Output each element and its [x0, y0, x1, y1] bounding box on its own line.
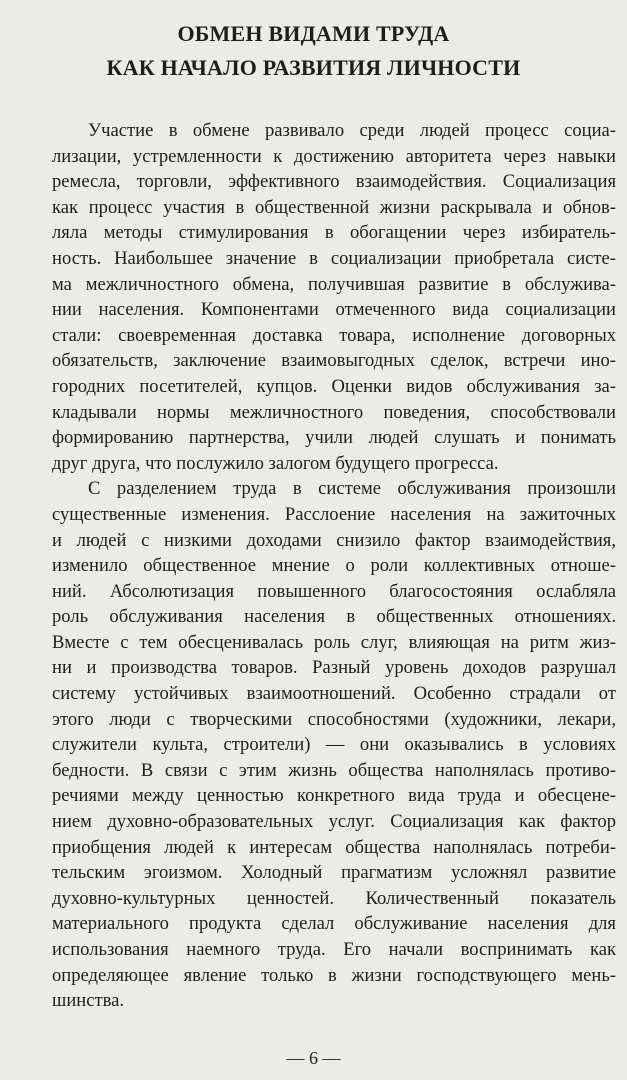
chapter-title-line-1: ОБМЕН ВИДАМИ ТРУДА: [177, 21, 450, 46]
text-line: нии населения. Компонентами отмеченного вида социализации: [52, 299, 616, 321]
text-line: ляла методы стимулирования в обогащении через избиратель-: [52, 222, 616, 244]
text-line: этого люди с творческими способностями (художники, лекари,: [52, 708, 616, 730]
text-line: лизации, устремленности к достижению авторитета через навыки: [52, 145, 616, 167]
text-line: тельским эгоизмом. Холодный прагматизм усложнял развитие: [52, 862, 616, 884]
text-line: ремесла, торговли, эффективного взаимодействия. Социализация: [52, 171, 616, 193]
text-line: изменило общественное мнение о роли коллективных отноше-: [52, 555, 616, 577]
text-line: Вместе с тем обесценивалась роль слуг, влияющая на ритм жиз-: [52, 631, 616, 653]
text-line: определяющее явление только в жизни господствующего мень-: [52, 964, 616, 986]
text-line: приобщения людей к интересам общества наполнялась потреби-: [52, 836, 616, 858]
page-number: — 6 —: [286, 1048, 341, 1068]
text-line: как процесс участия в общественной жизни раскрывала и обнов-: [52, 196, 616, 218]
text-line: обязательств, заключение взаимовыгодных сделок, встречи ино-: [52, 350, 616, 372]
text-line: ний. Абсолютизация повышенного благосостояния ослабляла: [52, 580, 616, 602]
text-line: материального продукта сделал обслуживание населения для: [52, 913, 616, 935]
text-line: кладывали нормы межличностного поведения, способствовали: [52, 401, 616, 423]
text-line: С разделением труда в системе обслуживания произошли: [88, 478, 616, 500]
body-text: [52, 118, 616, 1014]
text-line: служители культа, строители) — они оказывались в условиях: [52, 734, 616, 756]
text-line: нием духовно-образовательных услуг. Социализация как фактор: [52, 811, 616, 833]
text-line: использования наемного труда. Его начали воспринимать как: [52, 939, 616, 960]
text-line: бедности. В связи с этим жизнь общества наполнялась противо-: [52, 759, 616, 781]
text-line: друг друга, что послужило залогом будущего прогресса.: [52, 452, 499, 474]
text-line: ни и производства товаров. Разный уровень доходов разрушал: [52, 657, 616, 679]
text-line: и людей с низкими доходами снизило фактор взаимодействия,: [52, 529, 616, 551]
text-line: ма межличностного обмена, получившая развитие в обслужива-: [52, 273, 616, 295]
text-line: шинства.: [52, 990, 125, 1012]
text-line: речиями между ценностью конкретного вида труда и обесцене-: [52, 785, 616, 807]
text-line: систему устойчивых взаимоотношений. Особенно страдали от: [52, 683, 616, 705]
text-line: существенные изменения. Расслоение населения на зажиточных: [52, 503, 616, 525]
chapter-title-line-2: КАК НАЧАЛО РАЗВИТИЯ ЛИЧНОСТИ: [106, 55, 521, 80]
text-line: духовно-культурных ценностей. Количественный показатель: [52, 887, 616, 909]
text-line: стали: своевременная доставка товара, исполнение договорных: [52, 324, 616, 346]
text-line: роль обслуживания населения в общественных отношениях.: [52, 606, 616, 628]
paragraph-2: [52, 476, 616, 1013]
paragraph-1: [52, 118, 616, 476]
text-line: формированию партнерства, учили людей слушать и понимать: [52, 427, 616, 449]
text-line: ность. Наибольшее значение в социализации приобретала систе-: [52, 247, 616, 269]
text-line: Участие в обмене развивало среди людей процесс социа-: [88, 120, 616, 141]
text-line: городних посетителей, купцов. Оценки видов обслуживания за-: [52, 375, 616, 397]
